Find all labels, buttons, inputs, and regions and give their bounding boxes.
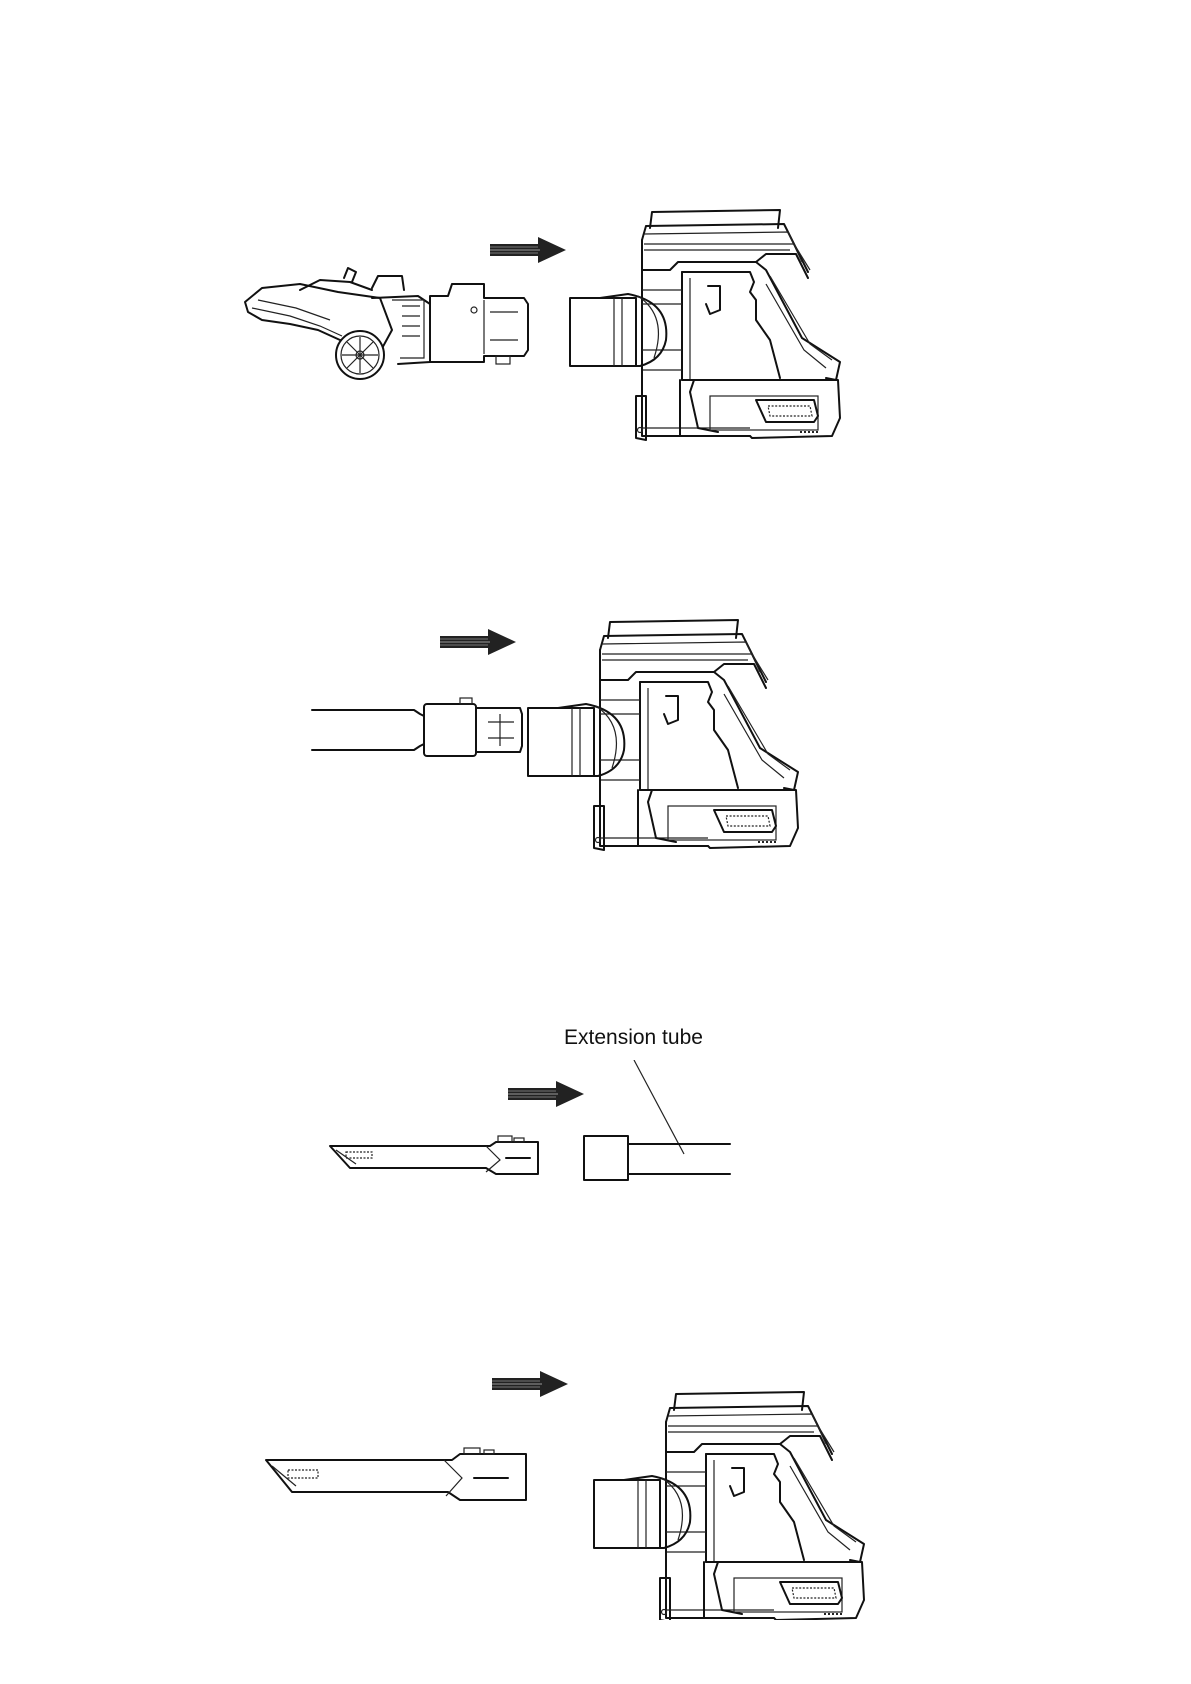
extension-tube-label: Extension tube <box>564 1026 703 1049</box>
handheld-vacuum-body <box>528 620 798 850</box>
push-arrow-icon <box>440 629 516 655</box>
step-3-crevice-to-tube-panel <box>0 1060 1191 1200</box>
step-2-extension-tube-panel <box>0 590 1191 880</box>
floor-brush-head <box>245 268 528 379</box>
push-arrow-icon <box>490 237 566 263</box>
push-arrow-icon <box>508 1081 584 1107</box>
crevice-tool <box>266 1448 526 1500</box>
push-arrow-icon <box>492 1371 568 1397</box>
crevice-tool <box>330 1136 538 1174</box>
handheld-vacuum-body <box>594 1392 864 1620</box>
handheld-vacuum-body <box>570 210 840 440</box>
extension-tube-end <box>584 1136 730 1180</box>
step-4-crevice-to-body-panel <box>0 1340 1191 1620</box>
extension-tube <box>312 698 522 756</box>
label-leader-line <box>634 1060 684 1154</box>
step-1-floor-brush-panel <box>0 180 1191 470</box>
